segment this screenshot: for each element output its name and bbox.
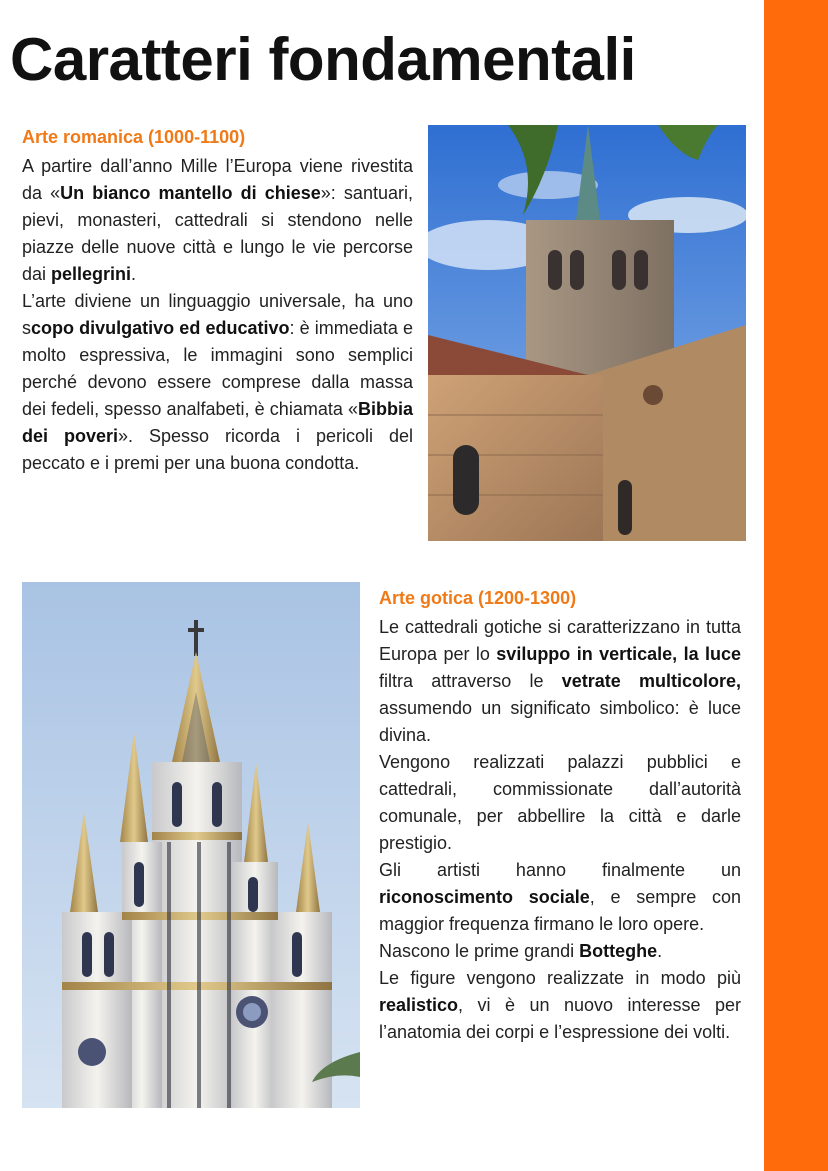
- gothic-paragraph-4: Nascono le prime grandi Botteghe.: [379, 941, 663, 961]
- orange-side-stripe: [764, 0, 828, 1171]
- romanesque-section: [22, 125, 413, 477]
- gothic-church-photo: [22, 582, 360, 1108]
- romanesque-heading: Arte romanica (1000-1100): [22, 127, 246, 147]
- gothic-paragraph-5: Le figure vengono realizzate in modo più realistico, vi è un nuovo interesse per l’anatomia dei corpi e l’espressione dei volti.: [379, 968, 741, 1042]
- gothic-paragraph-2: Vengono realizzati palazzi pubblici e cattedrali, commissionate dall’autorità comunale, per abbellire la città e darle prestigio.: [379, 752, 741, 853]
- bold-phrase: realistico: [379, 995, 459, 1015]
- bold-phrase: riconoscimento sociale: [379, 887, 590, 907]
- bold-phrase: vetrate multicolore,: [561, 671, 741, 691]
- page-title: Caratteri fondamentali: [10, 26, 636, 93]
- gothic-paragraph-1: Le cattedrali gotiche si caratterizzano in tutta Europa per lo sviluppo in verticale, la luce filtra attraverso le vetrate multicolore, assumendo un significato simbolico: è luce divina.: [379, 617, 742, 745]
- gothic-heading: Arte gotica (1200-1300): [379, 588, 577, 608]
- bold-phrase: pellegrini: [51, 264, 132, 284]
- bold-phrase: Bibbia dei poveri: [22, 399, 413, 446]
- romanesque-church-photo: [428, 125, 746, 541]
- gothic-paragraph-3: Gli artisti hanno finalmente un riconoscimento sociale, e sempre con maggior frequenza firmano le loro opere.: [379, 860, 741, 934]
- romanesque-paragraph-1: A partire dall’anno Mille l’Europa viene rivestita da «Un bianco mantello di chiese»: santuari, pievi, monasteri, cattedrali si stendono nelle piazze delle nuove città e lungo le vie percorse dai pellegrini.: [22, 156, 413, 284]
- gothic-section: [379, 586, 741, 1046]
- romanesque-paragraph-2: L’arte diviene un linguaggio universale, ha uno scopo divulgativo ed educativo: è immediata e molto espressiva, le immagini sono semplici perché devono essere comprese dalla massa dei fedeli, spesso analfabeti, è chiamata «Bibbia dei poveri». Spesso ricorda i pericoli del peccato e i premi per una buona condotta.: [22, 291, 413, 473]
- bold-phrase: Botteghe: [579, 941, 658, 961]
- bold-phrase: copo divulgativo ed educativo: [31, 318, 290, 338]
- bold-phrase: Un bianco mantello di chiese: [60, 183, 321, 203]
- bold-phrase: sviluppo in verticale, la luce: [496, 644, 742, 664]
